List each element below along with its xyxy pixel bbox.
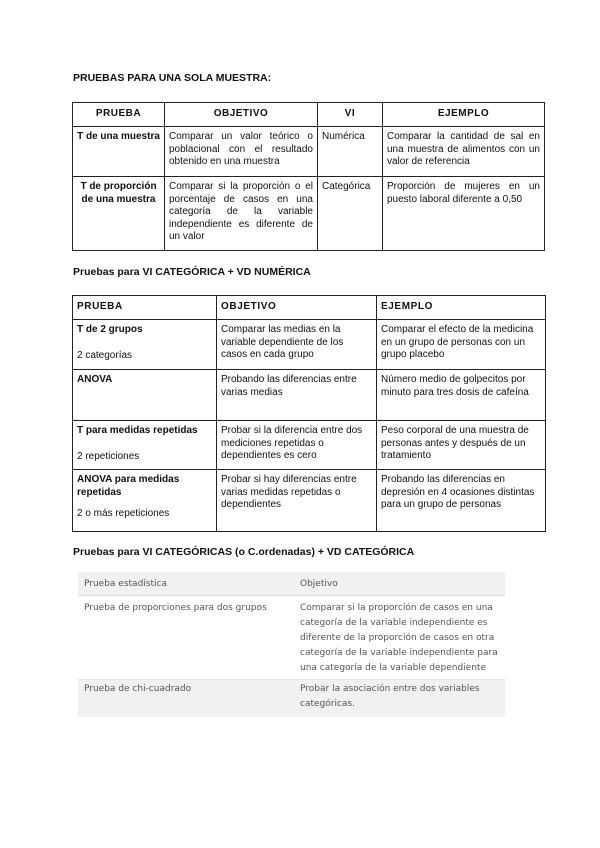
cell-prueba: Prueba de chi-cuadrado xyxy=(84,684,192,694)
cell-prueba: T de una muestra xyxy=(73,127,165,177)
section3-heading: Pruebas para VI CATEGÓRICAS (o C.ordenadas) + VD CATEGÓRICA xyxy=(73,546,415,558)
column-header: OBJETIVO xyxy=(217,296,377,320)
cell-prueba xyxy=(73,470,217,532)
cell-ejemplo: Comparar la cantidad de sal en una muestra de alimentos con un valor de referencia xyxy=(383,127,545,177)
cell-ejemplo: Comparar el efecto de la medicina en un grupo de personas con un grupo placebo xyxy=(377,320,546,370)
section2-heading: Pruebas para VI CATEGÓRICA + VD NUMÉRICA xyxy=(73,266,311,278)
test-condition: 2 o más repeticiones xyxy=(77,508,170,520)
cell-prueba xyxy=(73,320,217,370)
table-row xyxy=(73,470,546,532)
cell-objetivo: Probando las diferencias entre varias medias xyxy=(217,370,377,421)
column-header: Prueba estadística xyxy=(84,578,167,589)
table-header-row xyxy=(73,103,545,127)
categorical-categorical-table xyxy=(78,572,505,717)
cell-objetivo: Comparar un valor teórico o poblacional con el resultado obtenido en una muestra xyxy=(165,127,318,177)
cell-ejemplo: Peso corporal de una muestra de personas antes y después de un tratamiento xyxy=(377,421,546,470)
cell-vi: Categórica xyxy=(318,177,383,251)
section1-heading: PRUEBAS PARA UNA SOLA MUESTRA: xyxy=(73,72,272,84)
table-row xyxy=(73,421,546,470)
cell-objetivo: Probar la asociación entre dos variables categóricas. xyxy=(300,684,480,709)
column-header: PRUEBA xyxy=(73,296,217,320)
cell-prueba: T de proporción de una muestra xyxy=(73,177,165,251)
column-header: EJEMPLO xyxy=(377,296,546,320)
table-row xyxy=(73,320,546,370)
cell-prueba: Prueba de proporciones para dos grupos xyxy=(84,603,267,613)
cell-objetivo: Probar si hay diferencias entre varias medidas repetidas o dependientes xyxy=(217,470,377,532)
column-header: PRUEBA xyxy=(73,103,165,127)
table-row xyxy=(73,370,546,421)
test-name: ANOVA para medidas repetidas xyxy=(77,474,180,498)
column-header: EJEMPLO xyxy=(383,103,545,127)
cell-objetivo: Comparar si la proporción o el porcentaje de casos en una categoría de la variable independiente es diferente de un valor xyxy=(165,177,318,251)
table-row xyxy=(78,680,505,717)
test-name: T para medidas repetidas xyxy=(77,425,198,436)
test-name: T de 2 grupos xyxy=(77,324,143,335)
test-name: ANOVA xyxy=(77,374,113,385)
cell-vi: Numérica xyxy=(318,127,383,177)
cell-objetivo: Comparar las medias en la variable dependiente de los casos en cada grupo xyxy=(217,320,377,370)
table-header-row xyxy=(78,572,505,596)
cell-objetivo: Probar si la diferencia entre dos mediciones repetidas o dependientes es cero xyxy=(217,421,377,470)
categorical-numeric-table xyxy=(72,295,546,532)
test-condition: 2 repeticiones xyxy=(77,450,140,462)
cell-ejemplo: Probando las diferencias en depresión en 4 ocasiones distintas para un grupo de personas xyxy=(377,470,546,532)
cell-prueba xyxy=(73,370,217,421)
column-header: Objetivo xyxy=(300,578,338,589)
column-header: VI xyxy=(318,103,383,127)
table-header-row xyxy=(73,296,546,320)
cell-ejemplo: Proporción de mujeres en un puesto laboral diferente a 0,50 xyxy=(383,177,545,251)
cell-prueba xyxy=(73,421,217,470)
table-row xyxy=(73,127,545,177)
test-condition: 2 categorías xyxy=(77,349,133,361)
cell-objetivo: Comparar si la proporción de casos en una categoría de la variable independiente es diferente de la proporción de casos en otra categoría de la variable independiente para una categoría de la variable dependiente xyxy=(300,603,498,673)
single-sample-table xyxy=(72,102,545,251)
cell-ejemplo: Número medio de golpecitos por minuto para tres dosis de cafeína xyxy=(377,370,546,421)
table-row xyxy=(78,596,505,680)
column-header: OBJETIVO xyxy=(165,103,318,127)
table-row xyxy=(73,177,545,251)
